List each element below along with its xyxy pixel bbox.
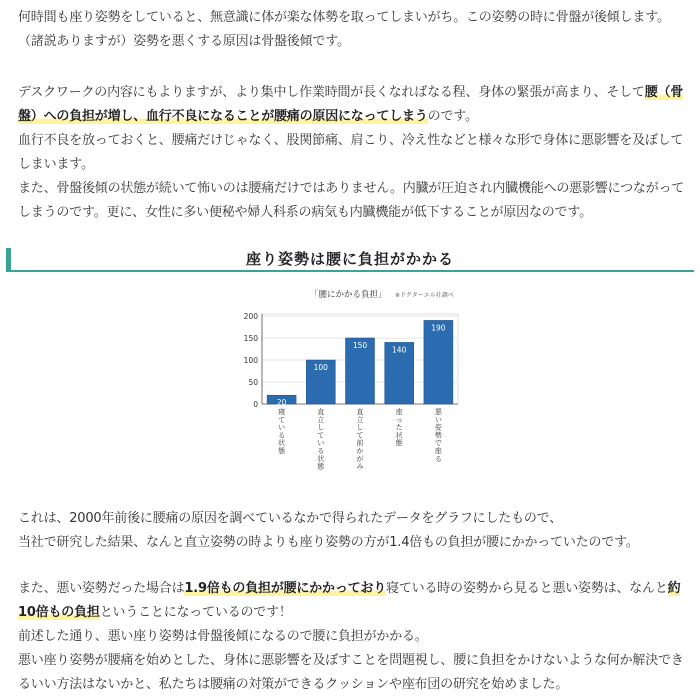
x-category-label: 寝ている状態 [278, 408, 286, 455]
y-tick-label: 200 [243, 312, 258, 321]
survey-line-2: 当社で研究した結果、なんと直立姿勢の時よりも座り姿勢の方が1.4倍もの負担が腰にかかっていたのです。 [18, 535, 639, 550]
intro-line-2: （諸説ありますが）姿勢を悪くする原因は骨盤後傾です。 [18, 34, 350, 49]
chart-source-note: ※ドクターエル社調べ [395, 292, 454, 299]
bar-value-label: 190 [431, 323, 446, 333]
lower-back-burden-highlight: 腰（骨盤）への負担が増し、血行不良になることが腰痛の原因になってしまう [18, 85, 684, 124]
desk-work-text: デスクワークの内容にもよりますが、より集中し作業時間が長くなればなる程、身体の緊張が高まり、そして [18, 85, 645, 100]
y-tick-label: 150 [243, 334, 258, 343]
y-tick-label: 100 [243, 356, 258, 365]
y-tick-label: 50 [248, 378, 258, 387]
circulation-paragraph: 血行不良を放っておくと、腰痛だけじゃなく、股関節痛、肩こり、冷え性などと様々な形で身体に悪影響を及ぼしてしまいます。 [18, 133, 684, 172]
survey-paragraph [18, 507, 694, 555]
bar-value-label: 20 [276, 398, 287, 408]
y-tick-label: 0 [253, 400, 258, 409]
bar [424, 320, 453, 404]
bar-value-label: 150 [352, 341, 368, 350]
bad-posture-text-3: ということになっているのです！ [99, 605, 292, 620]
intro-paragraph [18, 6, 694, 54]
heading-underline [6, 270, 694, 272]
bad-posture-paragraph [18, 577, 694, 625]
burden-10x-highlight: 約10倍もの負担 [18, 581, 681, 620]
x-category-label: 座った状態 [395, 408, 403, 448]
conclusion-paragraph [18, 625, 694, 697]
bar-value-label: 100 [313, 363, 328, 372]
desk-work-paragraph [18, 81, 694, 129]
lower-back-burden-chart [230, 284, 480, 494]
bar-chart-svg [230, 284, 480, 494]
x-category-label: 悪い姿勢で座る [434, 408, 442, 463]
chart-title: 「腰にかかる負担」 [310, 290, 387, 300]
section-heading: 座り姿勢は腰に負担がかかる [245, 250, 454, 268]
intro-line-1: 何時間も座り姿勢をしていると、無意識に体が楽な体勢を取ってしまいがち。この姿勢の時に骨盤が後傾します。 [18, 10, 670, 25]
section-heading-block [6, 248, 694, 272]
survey-line-1: これは、2000年前後に腰痛の原因を調べているなかで得られたデータをグラフにしたもので、 [18, 511, 563, 526]
bar-value-label: 140 [392, 345, 407, 355]
desk-work-text-end: のです。 [427, 109, 478, 124]
bad-posture-text-2: 寝ている時の姿勢から見ると悪い姿勢は、なんと [386, 581, 668, 596]
burden-1-9x-highlight: 1.9倍もの負担が腰にかかっており [184, 581, 387, 596]
x-category-label: 直立して前かがみ [356, 408, 364, 471]
x-category-label: 直立している状態 [317, 408, 325, 471]
conclusion-line-1: 前述した通り、悪い座り姿勢は骨盤後傾になるので腰に負担がかかる。 [18, 629, 428, 644]
bad-posture-text-1: また、悪い姿勢だった場合は [18, 581, 185, 596]
internal-organs-paragraph: また、骨盤後傾の状態が続いて怖いのは腰痛だけではありません。内臓が圧迫され内臓機能への悪影響につながってしまうのです。更に、女性に多い便秘や婦人科系の病気も内臓機能が低下することが原因なのです。 [18, 181, 685, 220]
conclusion-text: 悪い座り姿勢が腰痛を始めとした、身体に悪影響を及ぼすことを問題視し、腰に負担をかけないような何か解決できるいい方法はないかと、私たちは腰痛の対策ができるクッションや座布団の研究を始めました。 [18, 653, 684, 692]
